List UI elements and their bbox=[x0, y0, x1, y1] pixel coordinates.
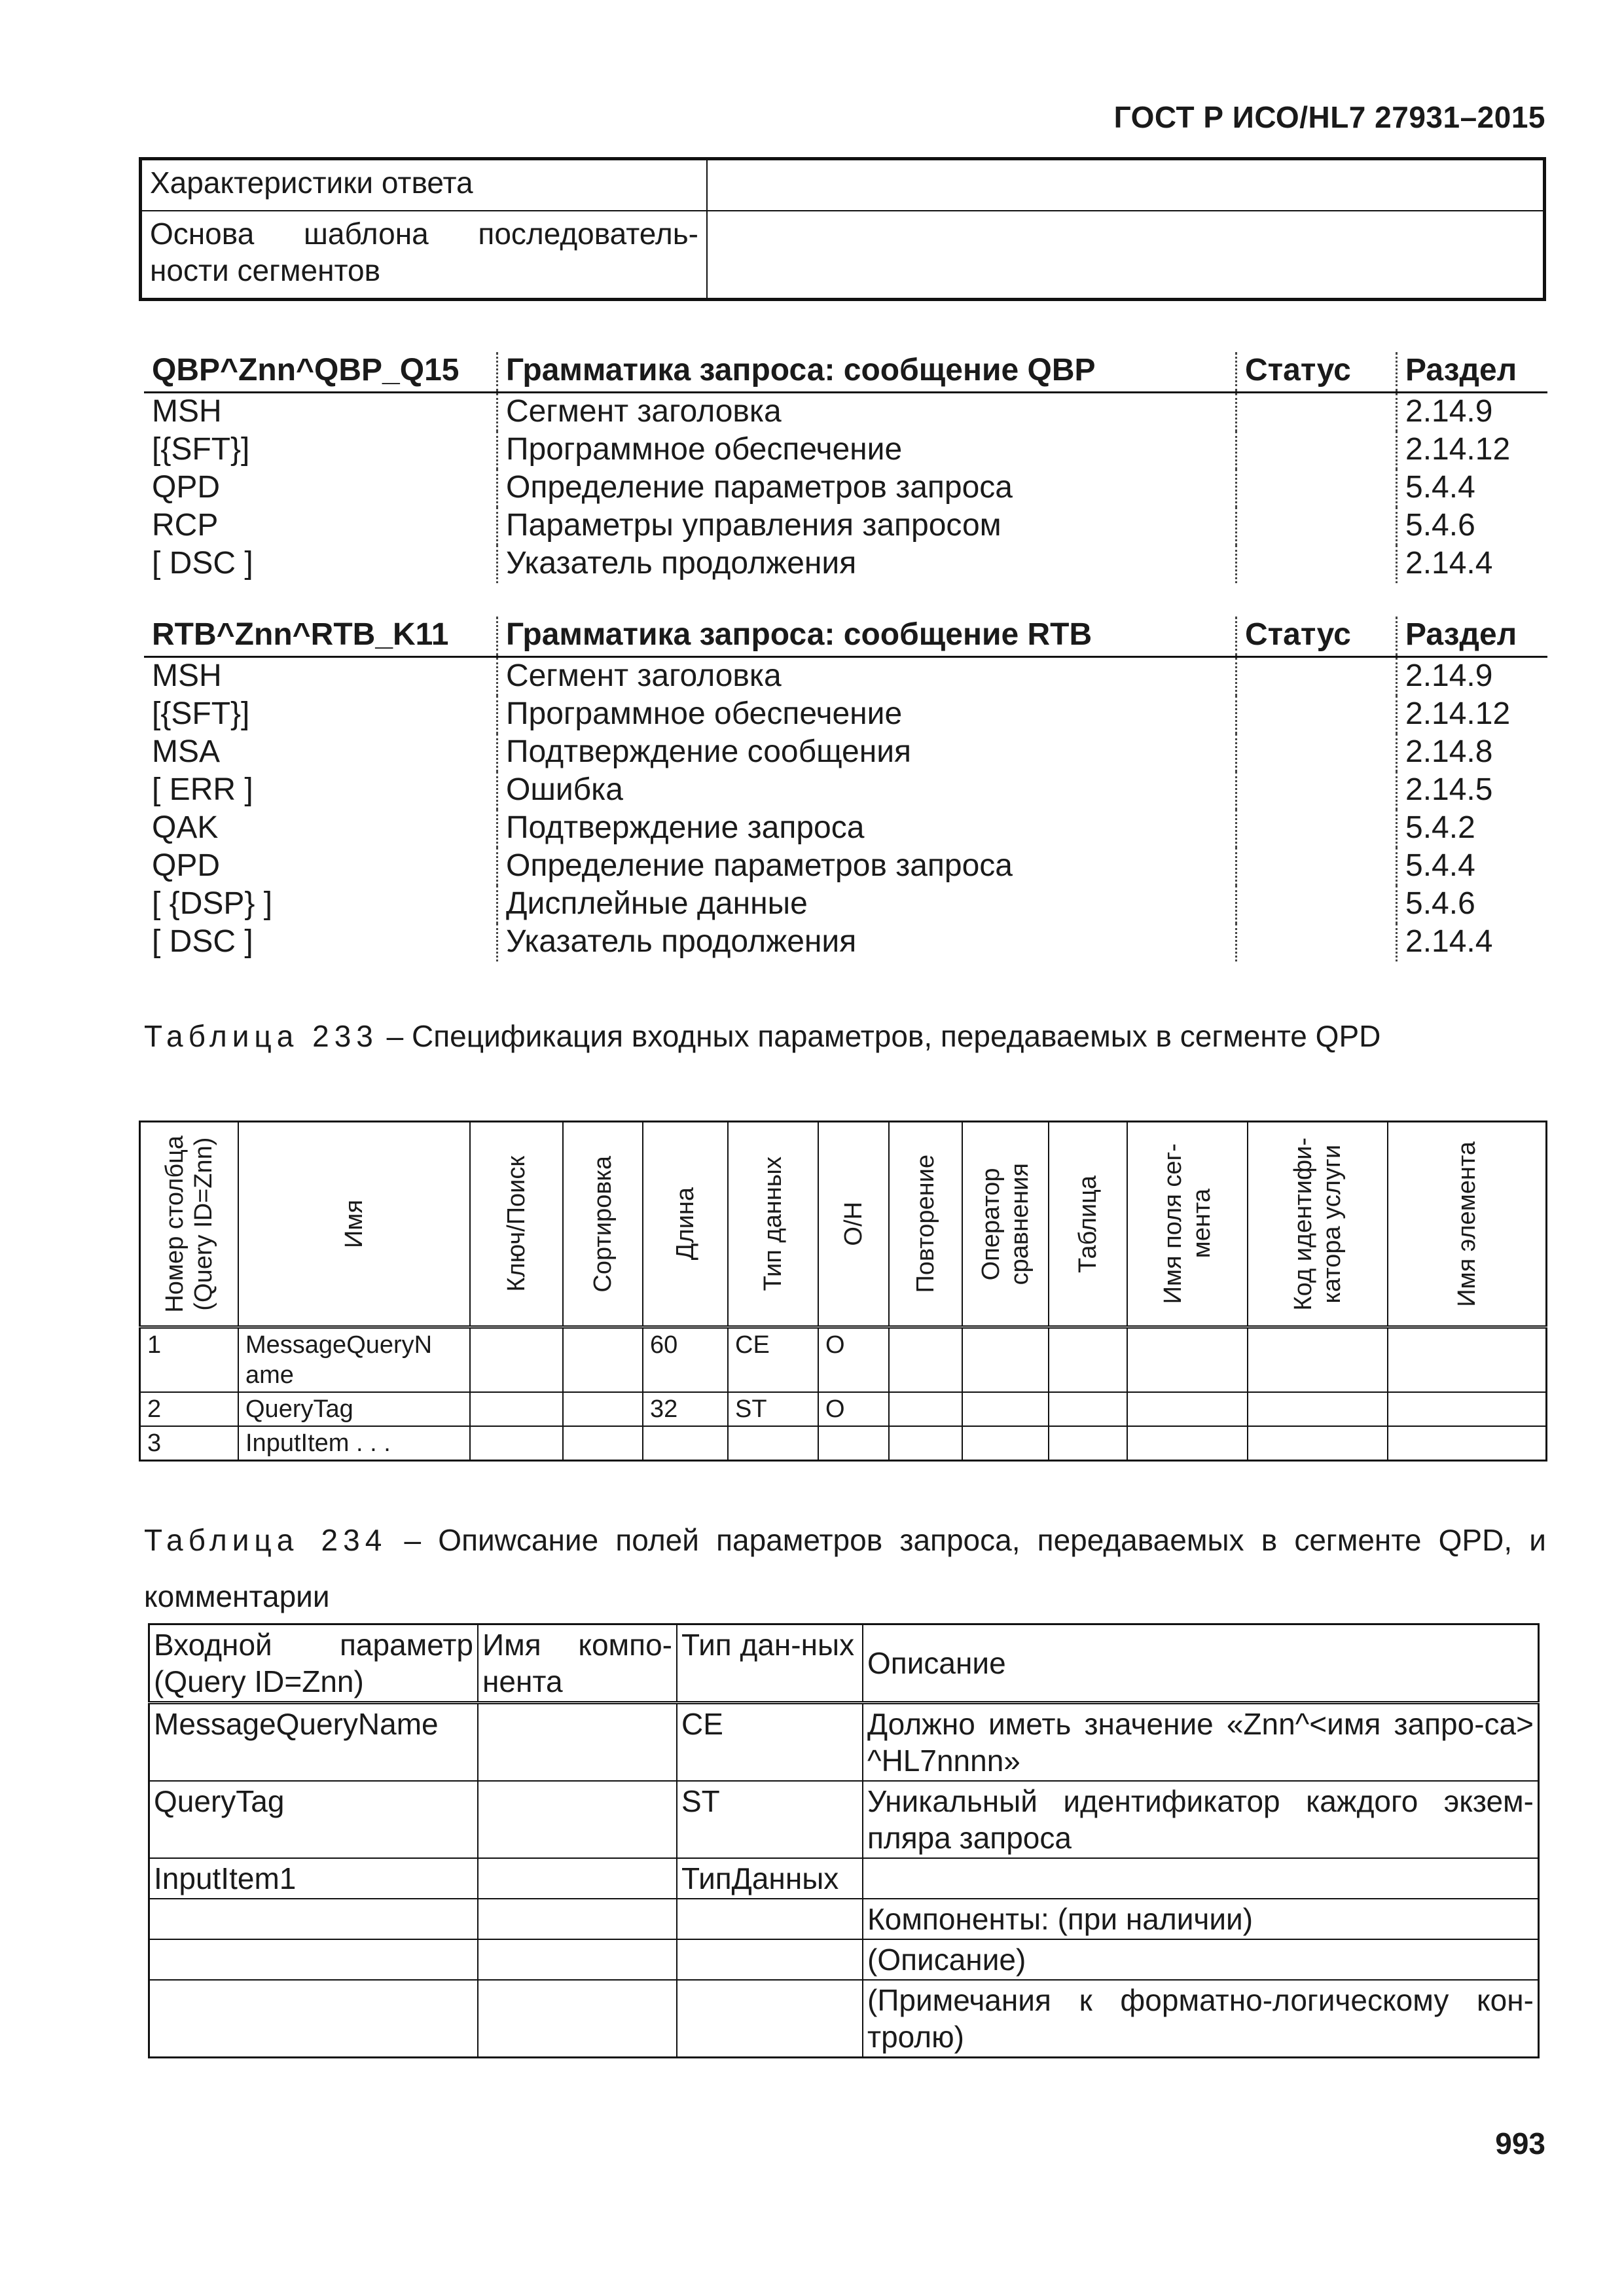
table-cell bbox=[149, 1939, 478, 1980]
column-header-label: Длина bbox=[672, 1187, 699, 1261]
column-header-label: Сортировка bbox=[589, 1155, 617, 1293]
table-cell: [ ERR ] bbox=[152, 772, 253, 807]
column-header: Раздел bbox=[1397, 617, 1548, 657]
table-cell: 2.14.9 bbox=[1397, 393, 1548, 432]
column-header bbox=[470, 1122, 563, 1327]
label-line: ности сегментов bbox=[150, 253, 381, 287]
characteristics-value bbox=[707, 159, 1545, 211]
table-cell bbox=[478, 1703, 677, 1782]
table-cell bbox=[1388, 1327, 1547, 1393]
table-233 bbox=[139, 1121, 1547, 1462]
table-cell bbox=[478, 1781, 677, 1858]
table-cell bbox=[818, 1426, 889, 1461]
table-cell bbox=[677, 1899, 863, 1939]
table-234-caption bbox=[144, 1512, 1546, 1624]
table-cell bbox=[149, 1980, 478, 2058]
table-cell: CE bbox=[677, 1703, 863, 1782]
table-cell bbox=[470, 1327, 563, 1393]
table-cell bbox=[1127, 1327, 1248, 1393]
characteristics-label: Характеристики ответа bbox=[141, 159, 708, 211]
table-row bbox=[144, 734, 1547, 772]
table-cell bbox=[470, 1392, 563, 1426]
table-row bbox=[144, 431, 1547, 469]
column-header-label: Оператор сравнения bbox=[977, 1162, 1034, 1285]
table-cell bbox=[563, 1426, 643, 1461]
table-cell: 60 bbox=[643, 1327, 728, 1393]
caption-label: Таблица 233 bbox=[144, 1019, 378, 1053]
table-row bbox=[141, 211, 1545, 300]
table-cell bbox=[1388, 1392, 1547, 1426]
table-cell: 2.14.8 bbox=[1397, 734, 1548, 772]
table-row bbox=[140, 1426, 1547, 1461]
table-cell bbox=[962, 1426, 1049, 1461]
table-row bbox=[144, 848, 1547, 886]
table-cell bbox=[1236, 545, 1397, 583]
column-header bbox=[1049, 1122, 1127, 1327]
table-cell bbox=[478, 1858, 677, 1899]
table-cell: 2 bbox=[140, 1392, 239, 1426]
column-header-label: Имя элемента bbox=[1453, 1141, 1481, 1307]
table-row bbox=[144, 810, 1547, 848]
table-cell: Указатель продолжения bbox=[497, 545, 1236, 583]
table-cell bbox=[962, 1327, 1049, 1393]
table-row bbox=[144, 507, 1547, 545]
table-cell: RCP bbox=[152, 508, 219, 543]
table-cell: Компоненты: (при наличии) bbox=[863, 1899, 1539, 1939]
table-cell: MSH bbox=[152, 394, 222, 429]
column-header bbox=[818, 1122, 889, 1327]
table-cell bbox=[889, 1392, 962, 1426]
table-cell: 3 bbox=[140, 1426, 239, 1461]
label-line: Основа шаблона последователь- bbox=[150, 217, 698, 251]
table-row bbox=[149, 1858, 1539, 1899]
column-header bbox=[889, 1122, 962, 1327]
table-cell: 2.14.12 bbox=[1397, 431, 1548, 469]
table-row bbox=[144, 469, 1547, 507]
table-cell: 5.4.6 bbox=[1397, 886, 1548, 924]
table-cell bbox=[1236, 924, 1397, 961]
table-cell bbox=[563, 1392, 643, 1426]
column-header: Имя компо-нента bbox=[478, 1624, 677, 1703]
table-cell: 2.14.9 bbox=[1397, 657, 1548, 696]
table-header-row bbox=[144, 617, 1547, 657]
column-header: Описание bbox=[863, 1624, 1539, 1703]
column-header-label: Номер столбца (Query ID=Znn) bbox=[161, 1135, 217, 1313]
table-cell bbox=[478, 1980, 677, 2058]
table-cell: MessageQueryName bbox=[149, 1703, 478, 1782]
column-header bbox=[563, 1122, 643, 1327]
table-cell bbox=[478, 1939, 677, 1980]
standard-code: ГОСТ Р ИСО/HL7 27931–2015 bbox=[1113, 100, 1545, 134]
table-cell: 2.14.4 bbox=[1397, 545, 1548, 583]
column-header: QBP^Znn^QBP_Q15 bbox=[144, 352, 497, 393]
table-row bbox=[149, 1899, 1539, 1939]
table-row bbox=[144, 696, 1547, 734]
table-cell bbox=[1127, 1426, 1248, 1461]
table-cell: 5.4.4 bbox=[1397, 469, 1548, 507]
table-cell: Определение параметров запроса bbox=[497, 848, 1236, 886]
column-header: Тип дан-ных bbox=[677, 1624, 863, 1703]
table-cell bbox=[1236, 772, 1397, 810]
table-cell bbox=[1236, 393, 1397, 432]
table-cell bbox=[1248, 1426, 1388, 1461]
table-row bbox=[144, 545, 1547, 583]
column-header bbox=[238, 1122, 470, 1327]
table-cell bbox=[1236, 507, 1397, 545]
table-cell bbox=[863, 1858, 1539, 1899]
table-row bbox=[149, 1781, 1539, 1858]
table-cell bbox=[1049, 1392, 1127, 1426]
table-cell: 2.14.12 bbox=[1397, 696, 1548, 734]
caption-text: – Спецификация входных параметров, передаваемых в сегменте QPD bbox=[378, 1019, 1381, 1053]
table-cell: 2.14.4 bbox=[1397, 924, 1548, 961]
table-cell: O bbox=[818, 1392, 889, 1426]
column-header bbox=[728, 1122, 818, 1327]
table-cell: [ DSC ] bbox=[152, 924, 253, 959]
table-cell bbox=[643, 1426, 728, 1461]
table-cell: [{SFT}] bbox=[152, 432, 250, 467]
table-row bbox=[144, 393, 1547, 432]
column-header bbox=[643, 1122, 728, 1327]
table-cell bbox=[889, 1327, 962, 1393]
table-cell bbox=[1236, 734, 1397, 772]
table-row bbox=[141, 159, 1545, 211]
column-header: Статус bbox=[1236, 352, 1397, 393]
table-cell bbox=[728, 1426, 818, 1461]
table-row bbox=[144, 924, 1547, 961]
table-cell: Программное обеспечение bbox=[497, 696, 1236, 734]
table-cell: Определение параметров запроса bbox=[497, 469, 1236, 507]
table-cell bbox=[1127, 1392, 1248, 1426]
column-header bbox=[962, 1122, 1049, 1327]
table-cell bbox=[1248, 1327, 1388, 1393]
table-cell bbox=[149, 1899, 478, 1939]
column-header: Статус bbox=[1236, 617, 1397, 657]
table-row bbox=[144, 772, 1547, 810]
table-row bbox=[140, 1392, 1547, 1426]
column-header bbox=[1388, 1122, 1547, 1327]
column-header bbox=[1248, 1122, 1388, 1327]
table-cell: Подтверждение запроса bbox=[497, 810, 1236, 848]
table-cell: O bbox=[818, 1327, 889, 1393]
rtb-grammar-table bbox=[144, 617, 1547, 961]
table-cell: QueryTag bbox=[149, 1781, 478, 1858]
column-header: RTB^Znn^RTB_K11 bbox=[144, 617, 497, 657]
table-cell: 2.14.5 bbox=[1397, 772, 1548, 810]
table-cell: 5.4.2 bbox=[1397, 810, 1548, 848]
table-row bbox=[144, 886, 1547, 924]
table-cell: InputItem . . . bbox=[238, 1426, 470, 1461]
table-cell: [ {DSP} ] bbox=[152, 886, 273, 921]
table-cell: Сегмент заголовка bbox=[497, 393, 1236, 432]
column-header-label: Имя поля сег- мента bbox=[1159, 1143, 1216, 1304]
table-cell bbox=[1248, 1392, 1388, 1426]
table-cell: Дисплейные данные bbox=[497, 886, 1236, 924]
table-cell: MSH bbox=[152, 658, 222, 693]
column-header: Грамматика запроса: сообщение QBP bbox=[497, 352, 1236, 393]
column-header-label: Тип данных bbox=[759, 1157, 787, 1291]
table-header-row bbox=[140, 1122, 1547, 1327]
table-cell: ST bbox=[677, 1781, 863, 1858]
characteristics-value bbox=[707, 211, 1545, 300]
table-cell: (Описание) bbox=[863, 1939, 1539, 1980]
table-row bbox=[149, 1939, 1539, 1980]
table-cell: 5.4.4 bbox=[1397, 848, 1548, 886]
table-233-caption bbox=[144, 1008, 1546, 1064]
caption-label: Таблица 234 bbox=[144, 1523, 388, 1557]
table-cell: ST bbox=[728, 1392, 818, 1426]
table-cell bbox=[563, 1327, 643, 1393]
table-cell bbox=[889, 1426, 962, 1461]
table-header-row bbox=[144, 352, 1547, 393]
table-cell: MSA bbox=[152, 734, 221, 769]
page-number: 993 bbox=[1495, 2126, 1545, 2161]
column-header bbox=[1127, 1122, 1248, 1327]
table-cell: Параметры управления запросом bbox=[497, 507, 1236, 545]
table-cell: Ошибка bbox=[497, 772, 1236, 810]
table-cell: QPD bbox=[152, 470, 221, 505]
caption-text: – Опиwсание полей параметров запроса, передаваемых в сегменте QPD, и комментарии bbox=[144, 1523, 1547, 1613]
table-cell bbox=[1236, 431, 1397, 469]
table-cell: Подтверждение сообщения bbox=[497, 734, 1236, 772]
table-row bbox=[149, 1703, 1539, 1782]
table-row bbox=[149, 1980, 1539, 2058]
column-header-label: Повторение bbox=[912, 1155, 939, 1293]
column-header: Раздел bbox=[1397, 352, 1548, 393]
table-cell bbox=[1236, 657, 1397, 696]
table-cell: QAK bbox=[152, 810, 219, 845]
column-header-label: Код идентифи- катора услуги bbox=[1290, 1137, 1346, 1311]
column-header: Грамматика запроса: сообщение RTB bbox=[497, 617, 1236, 657]
table-cell: QPD bbox=[152, 848, 221, 883]
table-cell: Указатель продолжения bbox=[497, 924, 1236, 961]
table-header-row bbox=[149, 1624, 1539, 1703]
table-row bbox=[144, 657, 1547, 696]
table-cell bbox=[1049, 1426, 1127, 1461]
table-cell bbox=[470, 1426, 563, 1461]
table-cell: Программное обеспечение bbox=[497, 431, 1236, 469]
table-cell: (Примечания к форматно-логическому кон-тролю) bbox=[863, 1980, 1539, 2058]
table-cell: 1 bbox=[140, 1327, 239, 1393]
table-cell: 32 bbox=[643, 1392, 728, 1426]
table-cell bbox=[1236, 886, 1397, 924]
column-header-label: О/Н bbox=[840, 1202, 867, 1246]
table-cell: Уникальный идентификатор каждого экзем-пляра запроса bbox=[863, 1781, 1539, 1858]
table-cell: MessageQueryN ame bbox=[238, 1327, 470, 1393]
column-header-label: Ключ/Поиск bbox=[503, 1156, 530, 1292]
column-header-label: Таблица bbox=[1074, 1175, 1102, 1273]
characteristics-table bbox=[139, 157, 1546, 301]
table-cell bbox=[1236, 696, 1397, 734]
table-cell: CE bbox=[728, 1327, 818, 1393]
table-cell bbox=[962, 1392, 1049, 1426]
table-cell: 5.4.6 bbox=[1397, 507, 1548, 545]
table-cell: [ DSC ] bbox=[152, 546, 253, 581]
table-234 bbox=[148, 1623, 1540, 2058]
table-cell bbox=[677, 1939, 863, 1980]
table-cell: Должно иметь значение «Znn^<имя запро-са> ^HL7nnnn» bbox=[863, 1703, 1539, 1782]
column-header-label: Имя bbox=[340, 1199, 368, 1248]
table-cell: [{SFT}] bbox=[152, 696, 250, 731]
table-cell bbox=[478, 1899, 677, 1939]
column-header: Входной параметр (Query ID=Znn) bbox=[149, 1624, 478, 1703]
table-cell bbox=[1236, 469, 1397, 507]
table-row bbox=[140, 1327, 1547, 1393]
table-cell: QueryTag bbox=[238, 1392, 470, 1426]
table-cell: ТипДанных bbox=[677, 1858, 863, 1899]
table-cell bbox=[1236, 848, 1397, 886]
table-cell bbox=[1049, 1327, 1127, 1393]
column-header bbox=[140, 1122, 239, 1327]
table-cell bbox=[1388, 1426, 1547, 1461]
table-cell: Сегмент заголовка bbox=[497, 657, 1236, 696]
characteristics-label bbox=[141, 211, 708, 300]
table-cell: InputItem1 bbox=[149, 1858, 478, 1899]
qbp-grammar-table bbox=[144, 352, 1547, 583]
table-cell bbox=[1236, 810, 1397, 848]
table-cell bbox=[677, 1980, 863, 2058]
